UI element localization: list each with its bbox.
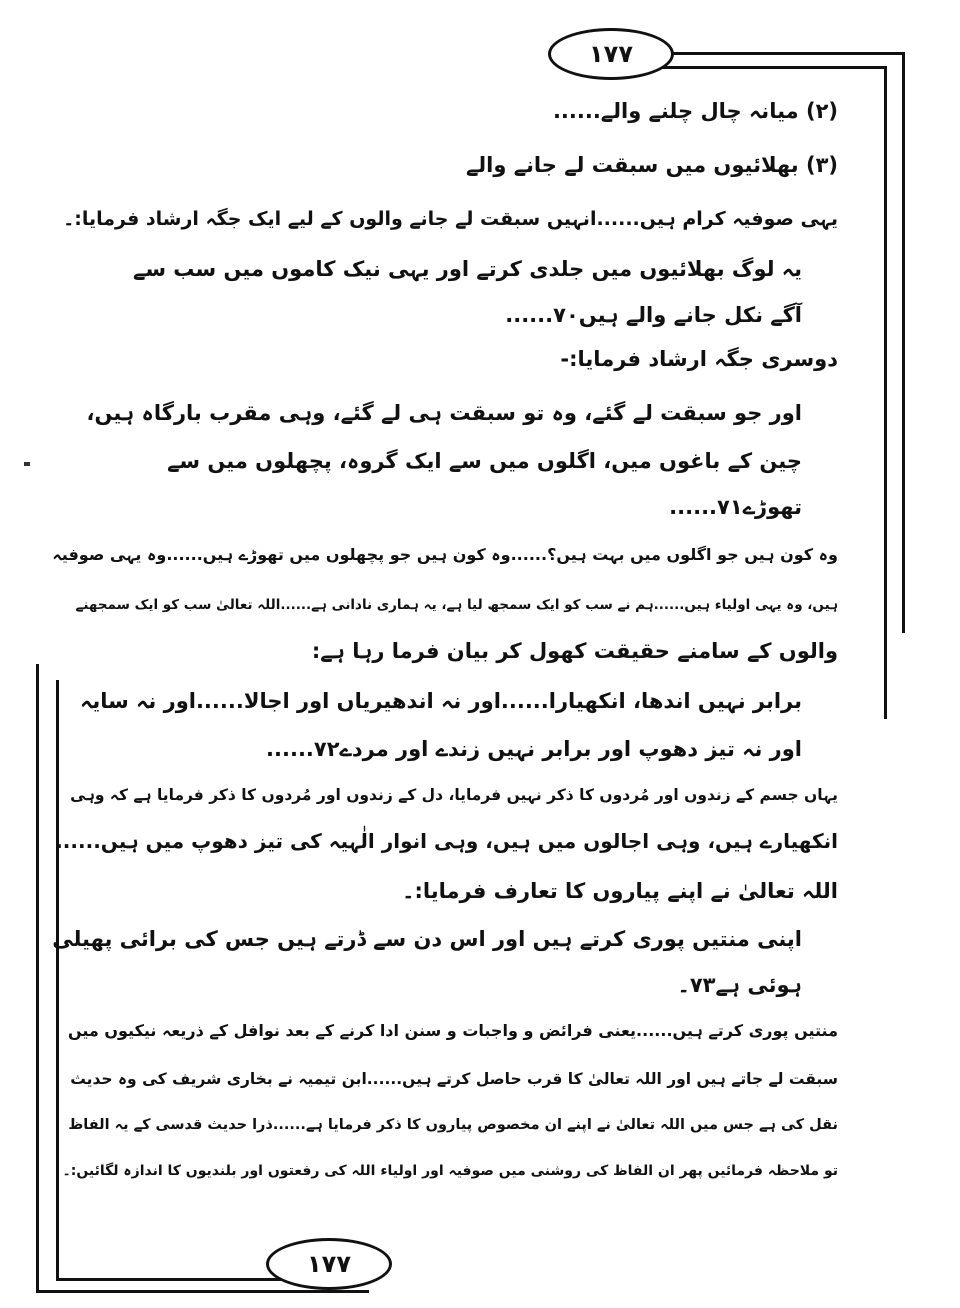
text-line: اللہ تعالیٰ نے اپنے پیاروں کا تعارف فرمایا:۔ <box>402 879 838 903</box>
text-line: اپنی منتیں پوری کرتے ہیں اور اس دن سے ڈرتے ہیں جس کی برائی پھیلی <box>52 927 802 951</box>
text-line: یہاں جسم کے زندوں اور مُردوں کا ذکر نہیں فرمایا، دل کے زندوں اور مُردوں کا ذکر فرمایا ہے کہ وہی <box>70 786 838 804</box>
text-line: برابر نہیں اندھا، انکھیارا......اور نہ اندھیریاں اور اجالا......اور نہ سایہ <box>80 689 802 713</box>
text-line: (۳) بھلائیوں میں سبقت لے جانے والے <box>465 153 838 177</box>
text-line: آگے نکل جانے والے ہیں۷۰...... <box>505 303 802 327</box>
border-frame-bottom-inner <box>56 680 369 1281</box>
text-line: وہ کون ہیں جو اگلوں میں بہت ہیں؟......وہ کون ہیں جو پچھلوں میں تھوڑے ہیں......وہ یہی صوفیہ <box>52 545 838 564</box>
text-line: والوں کے سامنے حقیقت کھول کر بیان فرما رہا ہے: <box>311 639 838 663</box>
page-number-bottom: ۱۷۷ <box>266 1238 392 1290</box>
text-line: تھوڑے۷۱...... <box>669 495 802 519</box>
text-line: منتیں پوری کرتے ہیں......یعنی فرائض و واجبات و سنن ادا کرنے کے بعد نوافل کے ذریعہ نیکیوں میں <box>67 1021 838 1040</box>
text-line: اور نہ تیز دھوپ اور برابر نہیں زندے اور مردے۷۲...... <box>266 737 802 761</box>
text-line: (۲) میانہ چال چلنے والے...... <box>552 99 838 123</box>
page-number-top: ۱۷۷ <box>548 28 674 80</box>
text-line: سبقت لے جاتے ہیں اور اللہ تعالیٰ کا قرب حاصل کرتے ہیں......ابن تیمیہ نے بخاری شریف کی وہ حدیث <box>70 1070 838 1088</box>
text-line: نقل کی ہے جس میں اللہ تعالیٰ نے اپنے ان مخصوص پیاروں کا ذکر فرمایا ہے......ذرا حدیث قدسی کے یہ الفاظ <box>68 1117 838 1133</box>
text-line: ہیں، وہ یہی اولیاء ہیں......ہم نے سب کو ایک سمجھ لیا ہے، یہ ہماری نادانی ہے......اللہ تعالیٰ سب کو ایک سمجھنے <box>75 597 838 613</box>
text-line: یہ لوگ بھلائیوں میں جلدی کرتے اور یہی نیک کاموں میں سب سے <box>133 257 802 281</box>
text-line: تو ملاحظہ فرمائیں پھر ان الفاظ کی روشنی میں صوفیہ اور اولیاء اللہ کی رفعتوں اور بلندیوں کا اندازہ لگائیں:۔ <box>62 1163 838 1179</box>
text-line: انکھیارے ہیں، وہی اجالوں میں ہیں، وہی انوار الٰہیہ کی تیز دھوپ میں ہیں...... <box>55 829 838 853</box>
scan-speck <box>24 462 30 466</box>
text-line: دوسری جگہ ارشاد فرمایا:- <box>560 347 838 371</box>
text-line: ہوئی ہے۷۳۔ <box>677 973 802 997</box>
text-line: یہی صوفیہ کرام ہیں......انہیں سبقت لے جانے والوں کے لیے ایک جگہ ارشاد فرمایا:۔ <box>63 208 838 230</box>
text-line: اور جو سبقت لے گئے، وہ تو سبقت ہی لے گئے، وہی مقرب بارگاہ ہیں، <box>86 401 802 425</box>
text-line: چین کے باغوں میں، اگلوں میں سے ایک گروہ، پچھلوں میں سے <box>167 449 802 473</box>
